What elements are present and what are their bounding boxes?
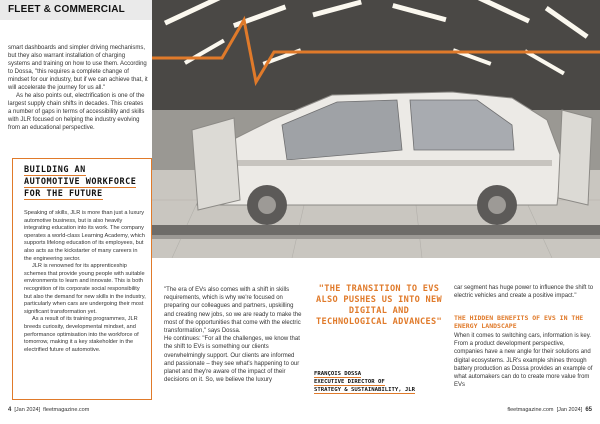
sidebar-box-title bbox=[24, 164, 144, 200]
paragraph: When it comes to switching cars, information is key. From a product development perspective, companies have a new angle for their solutions and digital ecosystems. JLR's example shines through battery production as Dossa provides an example of what automakers can do to create more value from EVs bbox=[454, 333, 593, 389]
sidebar-title-line: FOR THE FUTURE bbox=[24, 189, 103, 199]
issue-date: [Jan 2024] bbox=[14, 407, 41, 413]
issue-date: [Jan 2024] bbox=[556, 407, 583, 413]
sidebar-title-line: BUILDING AN bbox=[24, 165, 86, 175]
quote-author-role: EXECUTIVE DIRECTOR OF bbox=[314, 379, 385, 385]
section-header-bar bbox=[0, 0, 152, 20]
page-number: 4 bbox=[8, 407, 12, 413]
paragraph: car segment has huge power to influence the shift to electric vehicles and create a positive impact." bbox=[454, 285, 594, 300]
paragraph: As he also points out, electrification is one of the largest supply chain shifts in decades. This creates a number of gaps in terms of accessibility and skills with JLR focused on helping the industry evolving from an educational perspective. bbox=[8, 93, 145, 131]
page-number: 65 bbox=[585, 407, 592, 413]
paragraph: "The era of EVs also comes with a shift in skills requirements, which is why we're focused on preparing our colleagues and partners, upskilling and creating new jobs, so we are ready to make the most of the opportunities that come with the electric transformation," says Dossa. bbox=[164, 287, 302, 335]
section-subhead: THE HIDDEN BENEFITS OF EVS IN THE ENERGY LANDSCAPE bbox=[454, 314, 584, 330]
middle-column-text bbox=[164, 286, 304, 384]
site-name: fleetmagazine.com bbox=[507, 407, 554, 413]
footer-right bbox=[507, 407, 592, 413]
factory-illustration bbox=[152, 0, 600, 258]
pull-quote-attribution bbox=[314, 370, 448, 394]
right-column-text-top bbox=[454, 284, 594, 300]
paragraph: As a result of its training programmes, JLR breeds curiosity, developmental mindset, and performance optimisation into the workforce of tomorrow, making it a key stakeholder in the electrified future of automotive. bbox=[24, 316, 139, 353]
paragraph: He continues: "For all the challenges, we know that the shift to EVs is something our clients overwhelmingly support. Our clients are informed and passionate – they see what's happening to our planet and they're aware of the impact of their decisions on it. So, we believe the luxury bbox=[164, 336, 300, 384]
paragraph: smart dashboards and simpler driving mechanisms, but they also warrant installation of charging systems and training on how to use them. According to Dossa, "this requires a complete change of mindset for our industry, but if we can achieve that, it will accelerate the journey for us all." bbox=[8, 45, 148, 91]
right-column-text-bottom bbox=[454, 332, 594, 389]
car-bodyshell-photo bbox=[152, 0, 600, 258]
site-name: fleetmagazine.com bbox=[43, 407, 90, 413]
quote-author-name: FRANÇOIS DOSSA bbox=[314, 371, 362, 377]
paragraph: JLR is renowned for its apprenticeship schemes that provide young people with suitable environments to learn and innovate. This is both recognition of its corporate social responsibility but also the demand for new skills in the industry, particularly when cars are undergoing their most significant transformation yet. bbox=[24, 263, 146, 315]
section-label: FLEET & COMMERCIAL bbox=[8, 4, 125, 15]
paragraph: Speaking of skills, JLR is more than just a luxury automotive business, but is also heavily integrating education into its work. The company operates a world-class Learning Academy, which supports lifelong education of its employees, but also acts as the kickstarter of many careers in the engineering sector. bbox=[24, 210, 145, 262]
footer-left bbox=[8, 407, 89, 413]
quote-author-role: STRATEGY & SUSTAINABILITY, JLR bbox=[314, 387, 416, 393]
sidebar-box-text bbox=[24, 210, 146, 354]
sidebar-title-line: AUTOMOTIVE WORKFORCE bbox=[24, 177, 137, 187]
left-column-text bbox=[8, 44, 148, 132]
pull-quote: "THE TRANSITION TO EVS ALSO PUSHES US INTO NEW DIGITAL AND TECHNOLOGICAL ADVANCES" bbox=[316, 284, 442, 327]
